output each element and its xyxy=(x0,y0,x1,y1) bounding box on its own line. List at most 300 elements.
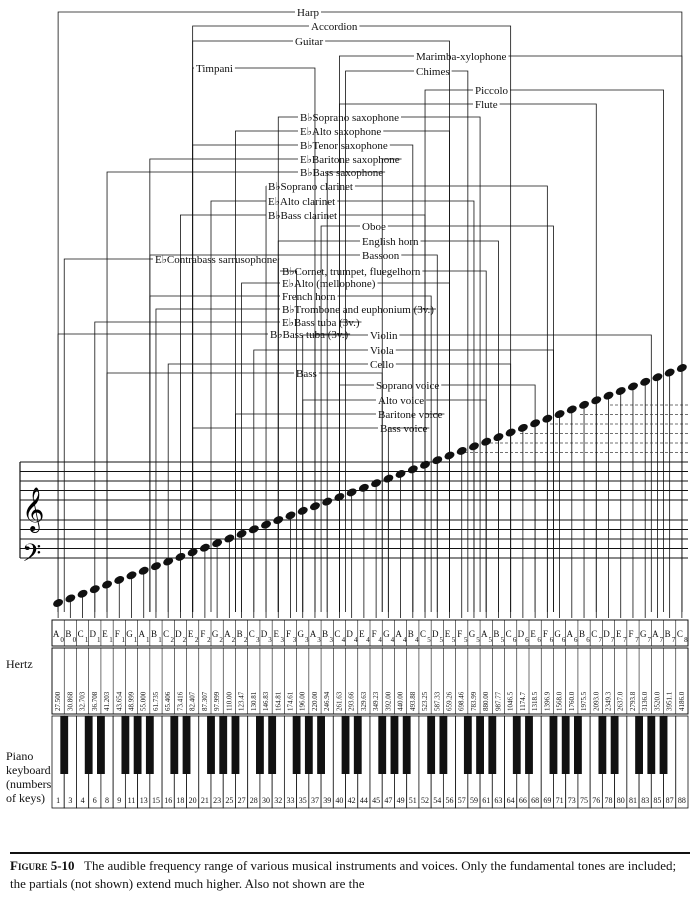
note-name: B xyxy=(493,629,500,639)
instrument-label: E♭Baritone saxophone xyxy=(300,154,400,166)
key-number: 33 xyxy=(286,796,295,805)
black-key xyxy=(464,716,472,774)
instrument-label: Marimba-xylophone xyxy=(416,51,507,63)
hertz-value: 246.94 xyxy=(323,691,332,711)
note-name: E xyxy=(530,629,536,639)
note-name: F xyxy=(628,629,634,639)
note-octave: 4 xyxy=(353,636,358,644)
note-name: B xyxy=(150,629,157,639)
range-high-line xyxy=(383,131,449,612)
note-octave: 7 xyxy=(622,636,627,644)
note-octave: 2 xyxy=(170,636,174,644)
hertz-value: 41.203 xyxy=(103,691,112,711)
note-name: E xyxy=(615,629,622,639)
range-low-line xyxy=(168,364,368,612)
figure-number: Figure 5-10 xyxy=(10,858,75,873)
hertz-value: 87.307 xyxy=(200,691,209,711)
note-octave: 1 xyxy=(121,636,126,644)
key-number: 51 xyxy=(408,796,417,805)
piano-keyboard xyxy=(52,716,688,808)
instrument-label: E♭Contrabass sarrusophone xyxy=(155,254,278,266)
key-number: 13 xyxy=(139,796,148,805)
note-name: C xyxy=(505,629,512,639)
hertz-value: 65.406 xyxy=(164,691,173,711)
note-octave: 3 xyxy=(292,636,297,644)
note-name: B xyxy=(579,629,586,639)
key-number: 71 xyxy=(555,796,564,805)
key-number: 23 xyxy=(213,796,222,805)
range-low-line xyxy=(425,90,473,612)
key-number: 66 xyxy=(518,796,527,805)
key-number: 52 xyxy=(421,796,430,805)
range-high-line xyxy=(500,104,597,612)
hertz-value: 1760.0 xyxy=(567,691,576,711)
hertz-value: 3136.0 xyxy=(641,691,650,711)
note-octave: 4 xyxy=(390,636,395,644)
hertz-value: 196.00 xyxy=(298,691,307,711)
hertz-value: 523.25 xyxy=(421,691,430,711)
instrument-label: B♭Trombone and euphonium (3v.) xyxy=(282,304,434,316)
hertz-value: 48.999 xyxy=(127,691,136,711)
key-number: 45 xyxy=(372,796,381,805)
note-name: E xyxy=(444,629,451,639)
note-octave: 5 xyxy=(500,636,505,644)
key-number: 27 xyxy=(237,796,246,805)
note-octave: 1 xyxy=(109,636,113,644)
black-key xyxy=(378,716,386,774)
note-name: C xyxy=(248,629,255,639)
note-octave: 7 xyxy=(635,636,639,644)
note-octave: 2 xyxy=(219,636,223,644)
instrument-label: Alto voice xyxy=(378,395,425,407)
key-number: 9 xyxy=(117,796,122,805)
hertz-value: 30.868 xyxy=(66,691,75,711)
black-key xyxy=(256,716,264,774)
note-octave: 5 xyxy=(439,636,444,644)
black-key xyxy=(635,716,643,774)
key-number: 44 xyxy=(359,796,368,805)
range-high-line xyxy=(508,56,681,612)
key-number: 76 xyxy=(592,796,601,805)
note-octave: 4 xyxy=(341,636,346,644)
note-name: G xyxy=(639,629,647,639)
hertz-value: 61.735 xyxy=(151,691,160,711)
key-number: 88 xyxy=(677,796,686,805)
black-key xyxy=(562,716,570,774)
hertz-value: 1174.7 xyxy=(518,692,527,711)
note-octave: 3 xyxy=(280,636,285,644)
hertz-value: 1975.5 xyxy=(580,691,589,711)
black-key xyxy=(660,716,668,774)
hertz-value: 1318.5 xyxy=(531,691,540,711)
note-octave: 7 xyxy=(647,636,651,644)
black-key xyxy=(305,716,313,774)
key-number: 16 xyxy=(164,796,173,805)
range-low-line xyxy=(95,322,280,612)
key-number: 6 xyxy=(92,796,97,805)
note-octave: 1 xyxy=(84,636,89,644)
note-name: B xyxy=(407,629,414,639)
note-octave: 1 xyxy=(145,636,150,644)
hertz-value: 392.00 xyxy=(384,691,393,711)
hertz-value: 2793.8 xyxy=(628,691,637,711)
hertz-value: 27.500 xyxy=(54,691,63,711)
hertz-value: 164.81 xyxy=(274,691,283,711)
note-octave: 8 xyxy=(684,636,688,644)
key-number: 81 xyxy=(628,796,637,805)
black-key xyxy=(183,716,191,774)
range-high-line xyxy=(441,385,535,612)
note-name: G xyxy=(297,629,304,639)
note-name: A xyxy=(224,629,231,639)
black-key xyxy=(391,716,399,774)
instrument-label: B♭Bass saxophone xyxy=(300,167,384,179)
note-octave: 7 xyxy=(659,636,664,644)
instrument-label: Piccolo xyxy=(475,85,508,97)
note-name: F xyxy=(371,629,377,639)
instrument-label: English horn xyxy=(362,236,419,248)
hertz-value: 43.654 xyxy=(115,691,124,711)
black-key xyxy=(97,716,105,774)
black-key xyxy=(550,716,558,774)
note-octave: 2 xyxy=(182,636,187,644)
note-name: A xyxy=(138,629,145,639)
hertz-value: 97.999 xyxy=(213,691,222,711)
note-name: B xyxy=(65,629,72,639)
note-octave: 6 xyxy=(574,636,578,644)
hertz-value: 36.708 xyxy=(90,691,99,711)
black-key xyxy=(121,716,129,774)
note-octave: 7 xyxy=(610,636,615,644)
piano-keyboard-label-4: of keys) xyxy=(6,791,45,805)
instrument-label: E♭Bass tuba (3v.) xyxy=(282,317,360,329)
hertz-value: 987.77 xyxy=(494,691,503,711)
instrument-label: Bassoon xyxy=(362,250,400,262)
key-number: 75 xyxy=(580,796,589,805)
note-name: C xyxy=(77,629,84,639)
range-low-line xyxy=(339,104,473,612)
note-octave: 2 xyxy=(231,636,236,644)
note-name: F xyxy=(114,629,120,639)
black-key xyxy=(170,716,178,774)
key-number: 73 xyxy=(567,796,576,805)
note-name: E xyxy=(359,629,365,639)
instrument-label: B♭Soprano clarinet xyxy=(268,181,353,193)
key-number: 3 xyxy=(68,796,73,805)
note-octave: 3 xyxy=(329,636,333,644)
black-key xyxy=(427,716,435,774)
hertz-value: 587.33 xyxy=(433,691,442,711)
instrument-label: E♭Alto (mellophone) xyxy=(282,278,376,290)
key-number: 54 xyxy=(433,796,442,805)
key-number: 47 xyxy=(384,796,393,805)
note-octave: 1 xyxy=(97,636,101,644)
key-number: 83 xyxy=(641,796,650,805)
key-number: 59 xyxy=(469,796,478,805)
range-high-line xyxy=(510,90,664,612)
range-low-line xyxy=(156,309,280,612)
note-name: F xyxy=(542,629,548,639)
hertz-value: 82.407 xyxy=(188,691,197,711)
black-key xyxy=(293,716,301,774)
instrument-label: B♭Bass tuba (3v.) xyxy=(270,329,349,341)
caption-text: The audible frequency range of various musical instruments and voices. Only the fundamental tones are included; the partials (not shown) extend much higher. Also not shown are the xyxy=(10,858,677,891)
instrument-label: Cello xyxy=(370,359,394,371)
note-name: A xyxy=(309,629,317,639)
key-number: 42 xyxy=(347,796,356,805)
hertz-value: 349.23 xyxy=(372,691,381,711)
note-octave: 0 xyxy=(72,636,77,644)
note-octave: 3 xyxy=(317,636,321,644)
hertz-value: 493.88 xyxy=(408,691,417,711)
note-octave: 5 xyxy=(488,636,492,644)
instrument-label: B♭Tenor saxophone xyxy=(300,140,388,152)
note-octave: 6 xyxy=(586,636,590,644)
key-number: 4 xyxy=(80,796,85,805)
hertz-value: 110.00 xyxy=(225,692,234,711)
piano-keyboard-label-2: keyboard xyxy=(6,763,51,777)
key-number: 20 xyxy=(188,796,197,805)
note-name: F xyxy=(457,629,463,639)
instrument-label: Soprano voice xyxy=(376,380,440,392)
key-number: 87 xyxy=(665,796,674,805)
key-number: 18 xyxy=(176,796,185,805)
note-name: D xyxy=(432,629,439,639)
hertz-value: 123.47 xyxy=(237,691,246,711)
note-octave: 6 xyxy=(512,636,517,644)
note-octave: 6 xyxy=(525,636,529,644)
note-name: C xyxy=(676,629,683,639)
black-key xyxy=(574,716,582,774)
note-name: E xyxy=(102,629,108,639)
range-low-line xyxy=(58,12,295,612)
note-name: A xyxy=(566,629,574,639)
piano-keyboard-label-3: (numbers xyxy=(6,777,52,791)
range-high-line xyxy=(422,271,486,612)
instrument-label: French horn xyxy=(282,291,336,303)
instrument-label: Bass voice xyxy=(380,423,428,435)
key-number: 69 xyxy=(543,796,552,805)
instrument-label: Baritone voice xyxy=(378,409,443,421)
instrument-label: E♭Alto saxophone xyxy=(300,126,382,138)
black-key xyxy=(317,716,325,774)
key-number: 49 xyxy=(396,796,405,805)
note-octave: 7 xyxy=(598,636,603,644)
note-name: D xyxy=(260,629,268,639)
instrument-label: E♭Alto clarinet xyxy=(268,196,336,208)
black-key xyxy=(439,716,447,774)
key-number: 64 xyxy=(506,796,515,805)
key-number: 25 xyxy=(225,796,234,805)
hertz-value: 261.63 xyxy=(335,691,344,711)
note-octave: 2 xyxy=(194,636,199,644)
black-key xyxy=(60,716,68,774)
black-key xyxy=(513,716,521,774)
black-key xyxy=(232,716,240,774)
hertz-value: 1046.5 xyxy=(506,691,515,711)
black-key xyxy=(598,716,606,774)
hertz-value: 32.703 xyxy=(78,691,87,711)
instrument-label: Timpani xyxy=(196,63,233,75)
note-octave: 1 xyxy=(133,636,138,644)
note-name: G xyxy=(126,629,133,639)
note-name: B xyxy=(236,629,243,639)
hertz-value: 880.00 xyxy=(482,691,491,711)
instrument-label: Harp xyxy=(297,7,319,19)
instrument-label: B♭Cornet, trumpet, fluegelhorn xyxy=(282,266,421,278)
key-number: 11 xyxy=(127,796,136,805)
note-octave: 4 xyxy=(415,636,419,644)
note-octave: 5 xyxy=(476,636,480,644)
instrument-label: Accordion xyxy=(311,21,358,33)
hertz-value: 293.66 xyxy=(347,691,356,711)
key-number: 85 xyxy=(653,796,662,805)
note-octave: 5 xyxy=(451,636,456,644)
key-number: 56 xyxy=(445,796,454,805)
range-high-line xyxy=(315,334,350,612)
black-key xyxy=(134,716,142,774)
black-key xyxy=(647,716,655,774)
note-names-row xyxy=(52,620,688,646)
hertz-value: 3520.0 xyxy=(653,691,662,711)
note-name: G xyxy=(554,629,561,639)
black-key xyxy=(611,716,619,774)
bass-clef-icon: 𝄢 xyxy=(22,539,42,574)
note-name: C xyxy=(163,629,170,639)
black-key xyxy=(85,716,93,774)
hertz-value: 329.63 xyxy=(359,691,368,711)
key-number: 57 xyxy=(457,796,466,805)
range-high-line xyxy=(339,322,361,612)
instrument-label: Oboe xyxy=(362,221,386,233)
instrument-label: Viola xyxy=(370,345,394,357)
key-number: 78 xyxy=(604,796,613,805)
key-number: 35 xyxy=(298,796,307,805)
key-number: 21 xyxy=(200,796,209,805)
hertz-value: 174.61 xyxy=(286,691,295,711)
key-number: 37 xyxy=(310,796,319,805)
black-key xyxy=(354,716,362,774)
range-low-line xyxy=(150,159,298,612)
instrument-label: Chimes xyxy=(416,66,450,78)
key-number: 15 xyxy=(151,796,160,805)
hertz-value: 130.81 xyxy=(249,691,258,711)
hertz-value: 55.000 xyxy=(139,691,148,711)
note-octave: 4 xyxy=(402,636,407,644)
key-number: 68 xyxy=(531,796,540,805)
treble-clef-icon: 𝄞 xyxy=(22,487,45,531)
note-octave: 6 xyxy=(549,636,554,644)
key-number: 1 xyxy=(56,796,61,805)
range-low-line xyxy=(64,259,153,612)
hertz-value: 783.99 xyxy=(469,691,478,711)
key-number: 80 xyxy=(616,796,625,805)
note-octave: 3 xyxy=(256,636,260,644)
instrument-label: Guitar xyxy=(295,36,324,48)
black-key xyxy=(525,716,533,774)
note-name: G xyxy=(211,629,219,639)
instrument-label: Violin xyxy=(370,330,398,342)
range-low-line xyxy=(339,385,374,612)
hertz-value: 146.83 xyxy=(262,691,271,711)
hertz-value: 2637.0 xyxy=(616,691,625,711)
note-name: G xyxy=(383,629,390,639)
note-name: E xyxy=(187,629,194,639)
note-name: G xyxy=(468,629,476,639)
black-key xyxy=(342,716,350,774)
key-number: 28 xyxy=(249,796,258,805)
key-number: 30 xyxy=(262,796,271,805)
hertz-value: 2093.0 xyxy=(592,691,601,711)
hertz-value: 659.26 xyxy=(445,691,454,711)
instrument-label: Flute xyxy=(475,99,498,111)
note-name: D xyxy=(175,629,182,639)
note-octave: 6 xyxy=(537,636,541,644)
note-octave: 4 xyxy=(366,636,370,644)
figure-caption xyxy=(10,852,690,893)
key-number: 40 xyxy=(335,796,344,805)
instrument-label: B♭Bass clarinet xyxy=(268,210,338,222)
note-octave: 5 xyxy=(427,636,431,644)
hertz-label: Hertz xyxy=(6,657,33,671)
note-name: A xyxy=(652,629,659,639)
key-number: 63 xyxy=(494,796,503,805)
hertz-value: 440.00 xyxy=(396,691,405,711)
note-name: B xyxy=(322,629,329,639)
range-high-line xyxy=(452,71,468,612)
hertz-value: 698.46 xyxy=(457,691,466,711)
note-name: D xyxy=(89,629,97,639)
note-name: D xyxy=(346,629,353,639)
key-number: 8 xyxy=(105,796,110,805)
black-key xyxy=(476,716,484,774)
note-name: D xyxy=(603,629,610,639)
note-octave: 2 xyxy=(243,636,248,644)
black-key xyxy=(219,716,227,774)
instrument-label: Bass xyxy=(296,368,317,380)
note-name: F xyxy=(200,629,206,639)
hertz-value: 2349.3 xyxy=(604,691,613,711)
note-name: A xyxy=(395,629,402,639)
black-key xyxy=(207,716,215,774)
note-octave: 2 xyxy=(207,636,211,644)
range-low-line xyxy=(58,334,268,612)
hertz-value: 1396.9 xyxy=(543,691,552,711)
note-name: A xyxy=(480,629,488,639)
note-name: E xyxy=(273,629,280,639)
hertz-value: 73.416 xyxy=(176,691,185,711)
note-octave: 0 xyxy=(60,636,64,644)
note-octave: 4 xyxy=(378,636,382,644)
note-octave: 3 xyxy=(304,636,309,644)
hertz-value: 3951.1 xyxy=(665,691,674,711)
note-name: B xyxy=(664,629,671,639)
note-octave: 3 xyxy=(268,636,272,644)
note-name: F xyxy=(285,629,292,639)
range-high-line xyxy=(426,400,486,612)
white-key xyxy=(676,716,688,808)
note-name: D xyxy=(517,629,525,639)
note-octave: 7 xyxy=(671,636,676,644)
hertz-row xyxy=(52,648,688,714)
note-name: C xyxy=(334,629,341,639)
note-octave: 5 xyxy=(463,636,468,644)
black-key xyxy=(268,716,276,774)
black-key xyxy=(488,716,496,774)
instrument-label: B♭Soprano saxophone xyxy=(300,112,399,124)
piano-keyboard-label-1: Piano xyxy=(6,749,34,763)
note-octave: 1 xyxy=(158,636,162,644)
